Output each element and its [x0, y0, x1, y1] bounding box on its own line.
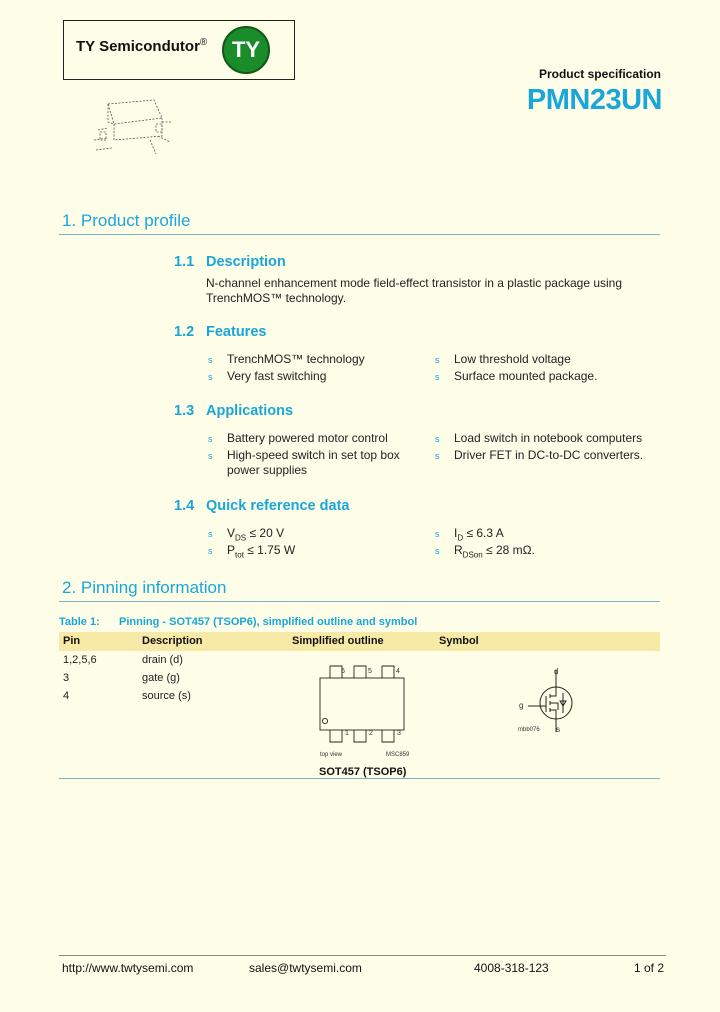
- table-cell-description: gate (g): [142, 672, 180, 684]
- subsection-description: Description: [206, 254, 286, 270]
- subsection-number: 1.1: [174, 254, 195, 270]
- pin-label: 5: [368, 668, 372, 675]
- list-item: Low threshold voltage: [454, 352, 571, 366]
- page-number: 1 of 2: [634, 961, 665, 975]
- list-item: Driver FET in DC-to-DC converters.: [454, 448, 644, 462]
- symbol-drain-label: d: [554, 667, 559, 676]
- bullet-icon: s: [435, 355, 440, 365]
- section-pinning-information: 2. Pinning information: [62, 578, 227, 597]
- list-item: High-speed switch in set top box: [227, 448, 400, 462]
- subsection-applications: Applications: [206, 403, 294, 419]
- section-divider: [59, 234, 660, 235]
- table-cell-pin: 4: [63, 690, 70, 702]
- outline-caption: SOT457 (TSOP6): [319, 766, 407, 778]
- bullet-icon: s: [435, 529, 440, 539]
- bullet-icon: s: [435, 546, 440, 556]
- symbol-code: mbb076: [518, 727, 540, 733]
- list-item: Load switch in notebook computers: [454, 431, 643, 445]
- top-view-label: top view: [320, 752, 343, 758]
- pin-label: 6: [341, 668, 345, 675]
- list-item: Very fast switching: [227, 369, 327, 383]
- description-line-1: N-channel enhancement mode field-effect transistor in a plastic package using: [206, 276, 623, 290]
- bullet-icon: s: [435, 434, 440, 444]
- pin-label: 4: [396, 668, 400, 675]
- subsection-features: Features: [206, 324, 267, 340]
- bullet-icon: s: [208, 451, 213, 461]
- pin-label: 2: [369, 730, 373, 737]
- column-header-symbol: Symbol: [439, 635, 479, 647]
- list-item: TrenchMOS™ technology: [227, 352, 365, 366]
- list-item: Surface mounted package.: [454, 369, 598, 383]
- spec-id: $I_D \le 6.3$ A: [454, 526, 504, 543]
- column-header-pin: Pin: [63, 635, 81, 647]
- column-header-outline: Simplified outline: [292, 635, 384, 647]
- bullet-icon: s: [208, 529, 213, 539]
- bullet-icon: s: [208, 434, 213, 444]
- part-number: PMN23UN: [526, 84, 662, 116]
- table-label: Table 1:: [59, 616, 100, 628]
- bullet-icon: s: [435, 372, 440, 382]
- pin-label: 3: [397, 730, 401, 737]
- symbol-source-label: s: [556, 725, 560, 734]
- bullet-icon: s: [435, 451, 440, 461]
- bullet-icon: s: [208, 546, 213, 556]
- symbol-gate-label: g: [519, 701, 524, 710]
- footer-url-link[interactable]: http://www.twtysemi.com: [62, 961, 194, 975]
- bullet-icon: s: [208, 355, 213, 365]
- table-cell-description: drain (d): [142, 654, 183, 666]
- section-product-profile: 1. Product profile: [62, 211, 191, 230]
- list-item-continued: power supplies: [227, 463, 308, 477]
- bullet-icon: s: [208, 372, 213, 382]
- section-divider: [59, 601, 660, 602]
- list-item: Battery powered motor control: [227, 431, 388, 445]
- package-outline-diagram: [312, 660, 412, 764]
- spec-ptot: $P_{tot} \le 1.75$ W: [227, 543, 296, 560]
- subsection-number: 1.2: [174, 324, 195, 340]
- subsection-quick-reference: Quick reference data: [206, 498, 350, 514]
- table-cell-pin: 1,2,5,6: [63, 654, 97, 666]
- footer-phone: 4008-318-123: [474, 961, 549, 975]
- brand-logo: TY: [222, 26, 270, 74]
- doc-type: Product specification: [538, 67, 661, 81]
- spec-vds: $V_{DS} \le 20$ V: [227, 526, 285, 543]
- subsection-number: 1.3: [174, 403, 195, 419]
- table-cell-pin: 3: [63, 672, 70, 684]
- table-cell-description: source (s): [142, 690, 191, 702]
- description-line-2: TrenchMOS™ technology.: [206, 291, 347, 305]
- package-sketch-image: [86, 96, 180, 164]
- drawing-code: MSC859: [386, 752, 410, 758]
- spec-rdson: $R_{DSon} \le 28$ mΩ.: [454, 543, 535, 560]
- subsection-number: 1.4: [174, 498, 195, 514]
- column-header-description: Description: [142, 635, 203, 647]
- table-title: Pinning - SOT457 (TSOP6), simplified outline and symbol: [119, 616, 418, 628]
- footer-email-link[interactable]: sales@twtysemi.com: [249, 961, 362, 975]
- pin-label: 1: [345, 730, 349, 737]
- brand-name: TY Semicondutor®: [76, 37, 208, 55]
- table-bottom-rule: [59, 778, 660, 779]
- footer-divider: [59, 955, 666, 956]
